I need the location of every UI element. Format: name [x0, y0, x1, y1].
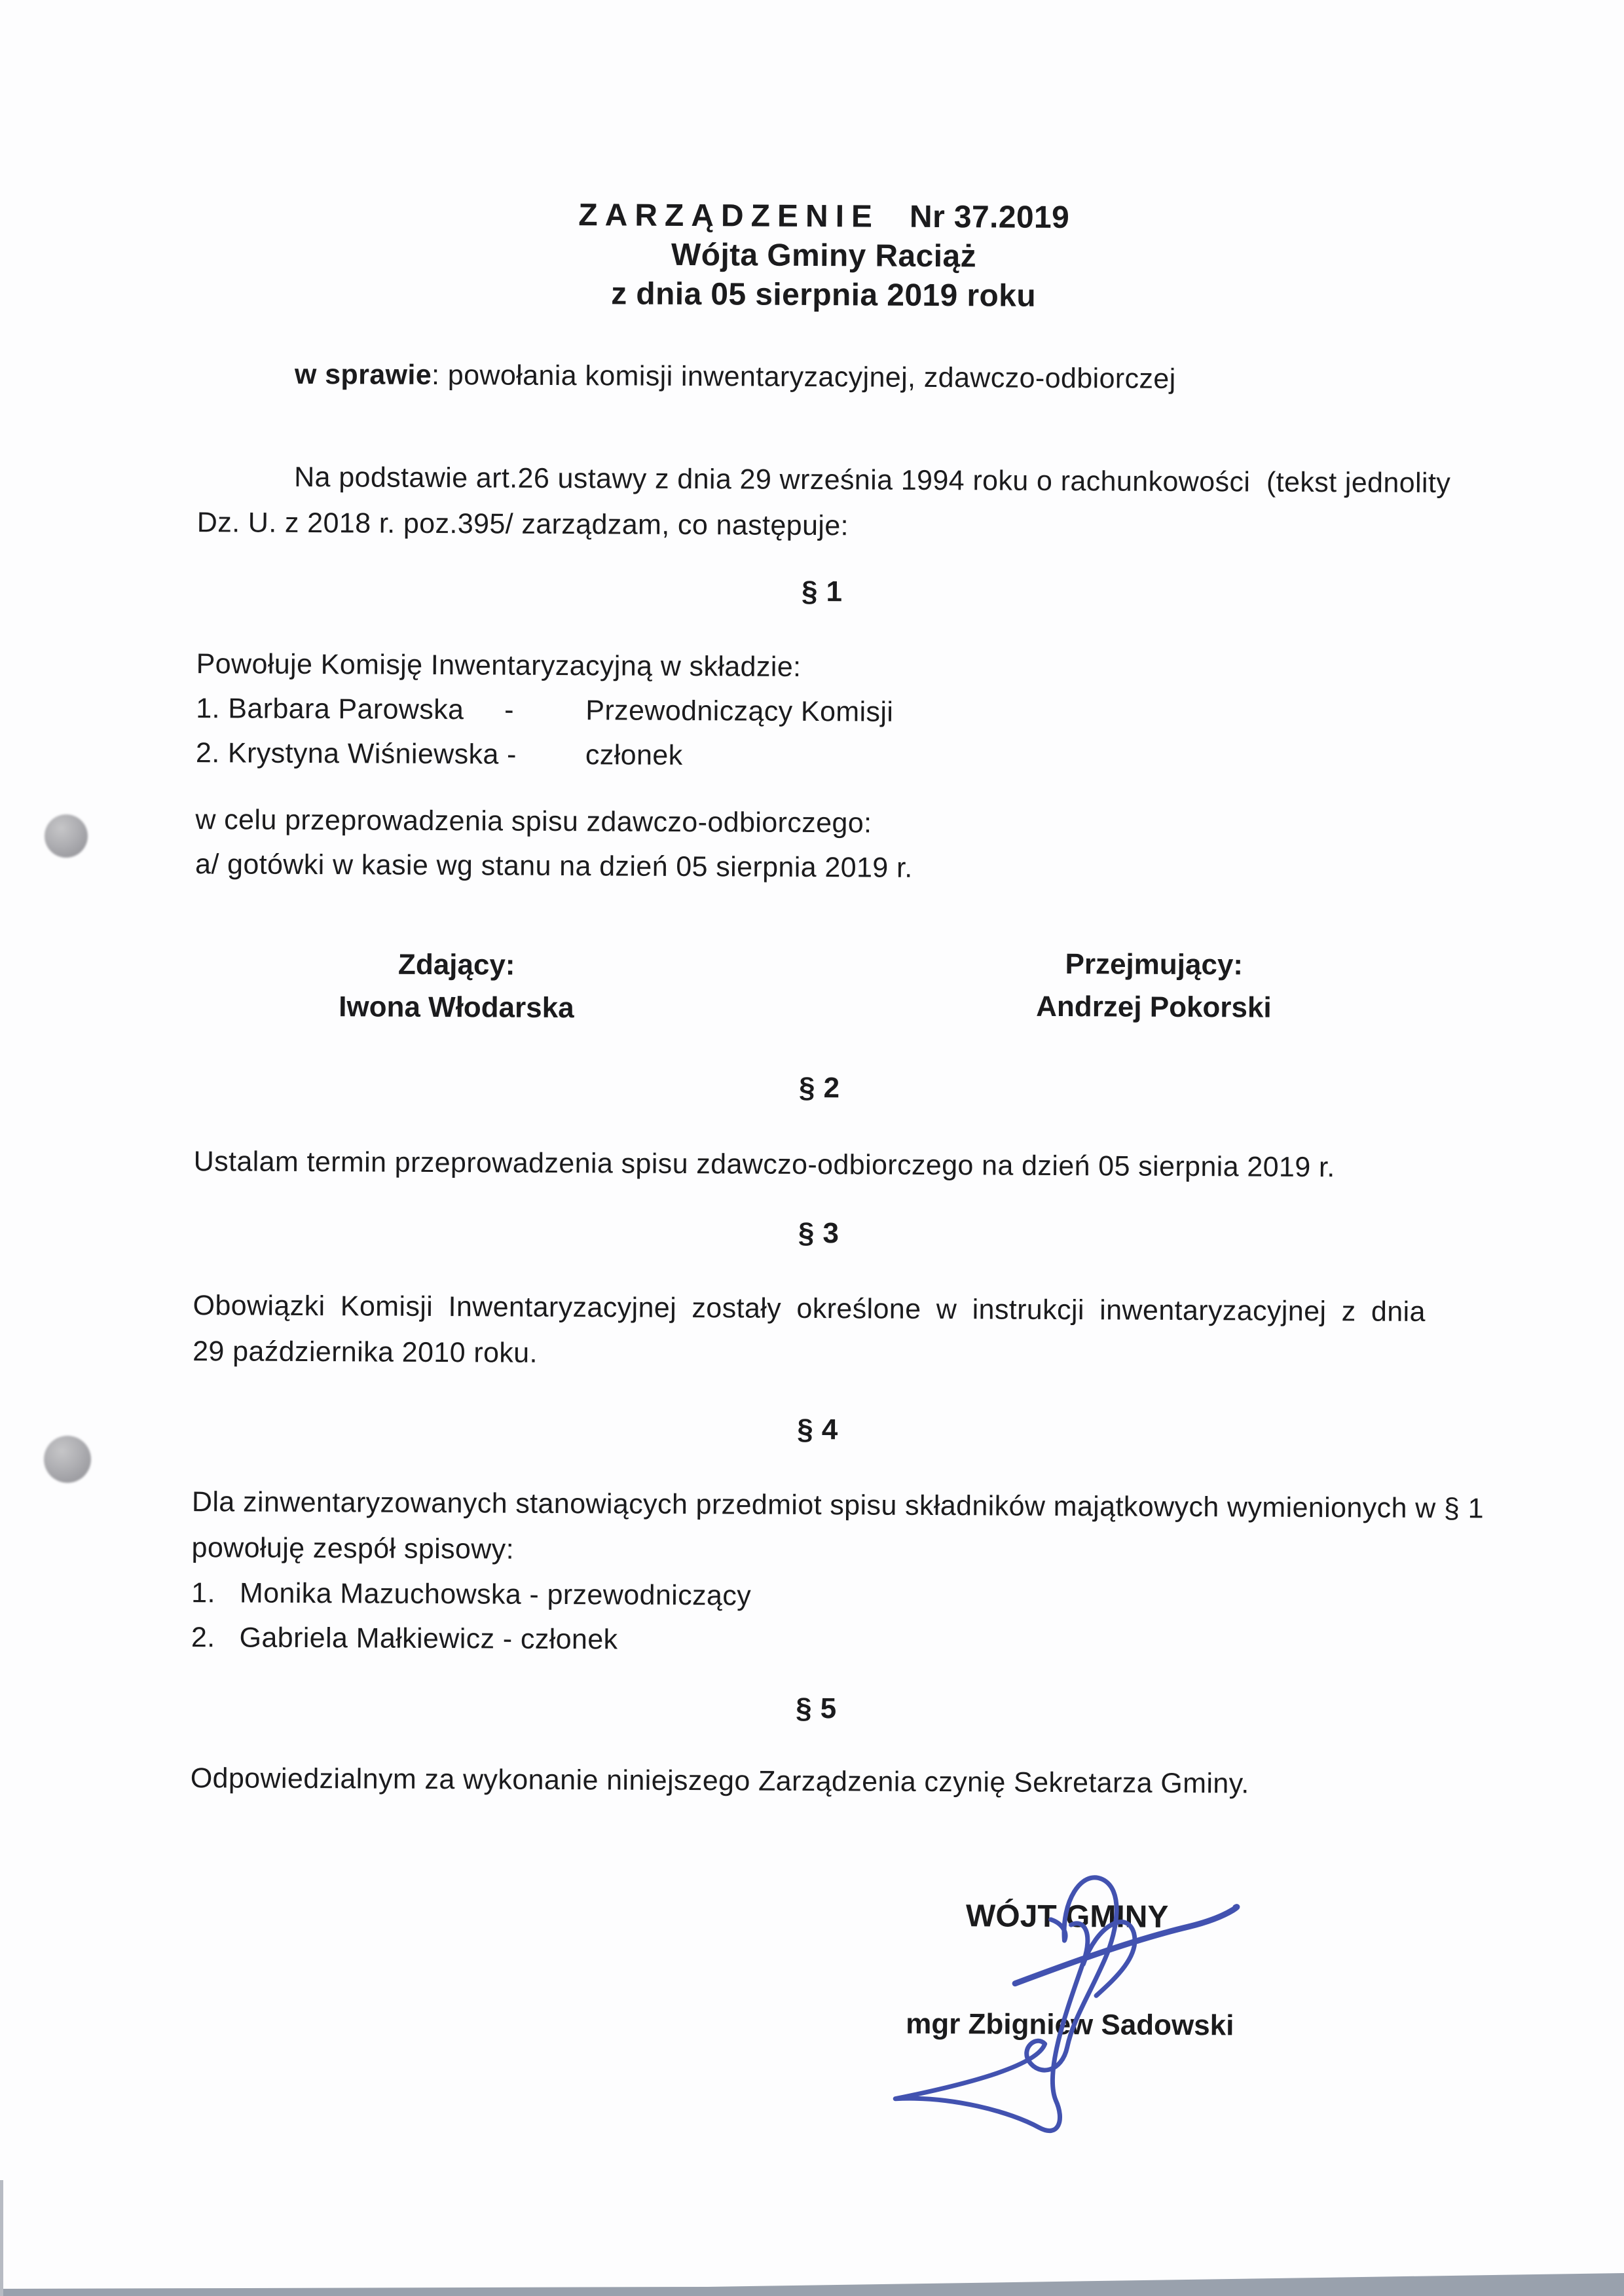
member-role: członek: [585, 739, 683, 771]
title-date: z dnia 05 sierpnia 2019 roku: [611, 276, 1037, 314]
section-1-purpose-line-2: a/ gotówki w kasie wg stanu na dzień 05 sierpnia 2019 r.: [194, 848, 913, 884]
section-4-line-2: powołuję zespół spisowy:: [191, 1532, 515, 1565]
section-1-intro: Powołuje Komisję Inwentaryzacyjną w składzie:: [196, 648, 802, 683]
commission-member-row: [196, 733, 1414, 780]
signature-main-stroke: [895, 1876, 1116, 2131]
receiving-party-name: Andrzej Pokorski: [1036, 990, 1272, 1024]
section-1-purpose-line-1: w celu przeprowadzenia spisu zdawczo-odbiorczego:: [195, 804, 872, 839]
member-role: Przewodniczący Komisji: [585, 695, 894, 728]
legal-basis-line-1: Na podstawie art.26 ustawy z dnia 29 września 1994 roku o rachunkowości (tekst jednolity: [294, 461, 1451, 500]
subject-label: w sprawie: [294, 358, 432, 391]
handing-over-party-label: Zdający:: [397, 948, 515, 981]
section-2-heading: § 2: [798, 1071, 840, 1104]
inventory-team-member: 1. Monika Mazuchowska - przewodniczący: [191, 1577, 752, 1612]
legal-basis-line-2: Dz. U. z 2018 r. poz.395/ zarządzam, co następuje:: [196, 507, 849, 542]
section-5-heading: § 5: [796, 1692, 837, 1725]
handing-over-party-name: Iwona Włodarska: [339, 991, 574, 1025]
section-4-line-1: Dla zinwentaryzowanych stanowiących przedmiot spisu składników majątkowych wymienionych w § 1: [191, 1486, 1485, 1525]
title-word: ZARZĄDZENIE: [578, 198, 880, 234]
subject-line: [198, 354, 1416, 401]
signatory-title: WÓJT GMINY: [965, 1899, 1169, 1935]
receiving-party-label: Przejmujący:: [1065, 948, 1244, 981]
subject-text: : powołania komisji inwentaryzacyjnej, zdawczo-odbiorczej: [432, 359, 1176, 395]
commission-member-row: [196, 688, 1414, 735]
section-4-heading: § 4: [797, 1413, 838, 1446]
section-3-heading: § 3: [798, 1216, 840, 1250]
inventory-team-member: 2. Gabriela Małkiewicz - członek: [191, 1622, 618, 1656]
title-number: Nr 37.2019: [909, 199, 1070, 236]
signatory-name: mgr Zbigniew Sadowski: [906, 2007, 1234, 2042]
signature-ink: [827, 1859, 1300, 2150]
title-issuer: Wójta Gminy Raciąż: [671, 237, 977, 274]
signature-slash-stroke: [1015, 1906, 1237, 1985]
member-name: 2. Krystyna Wiśniewska -: [195, 737, 517, 771]
section-3-line-1: Obowiązki Komisji Inwentaryzacyjnej zostały określone w instrukcji inwentaryzacyjnej z dnia: [193, 1290, 1426, 1328]
section-1-heading: § 1: [801, 575, 843, 608]
section-2-text: Ustalam termin przeprowadzenia spisu zdawczo-odbiorczego na dzień 05 sierpnia 2019 r.: [193, 1146, 1335, 1184]
section-5-text: Odpowiedzialnym za wykonanie niniejszego Zarządzenia czynię Sekretarza Gminy.: [190, 1762, 1249, 1800]
hole-punch-mark-bottom: [44, 1436, 91, 1483]
member-name: 1. Barbara Parowska -: [196, 693, 515, 726]
section-3-line-2: 29 października 2010 roku.: [193, 1336, 538, 1369]
hole-punch-mark-top: [45, 814, 88, 858]
